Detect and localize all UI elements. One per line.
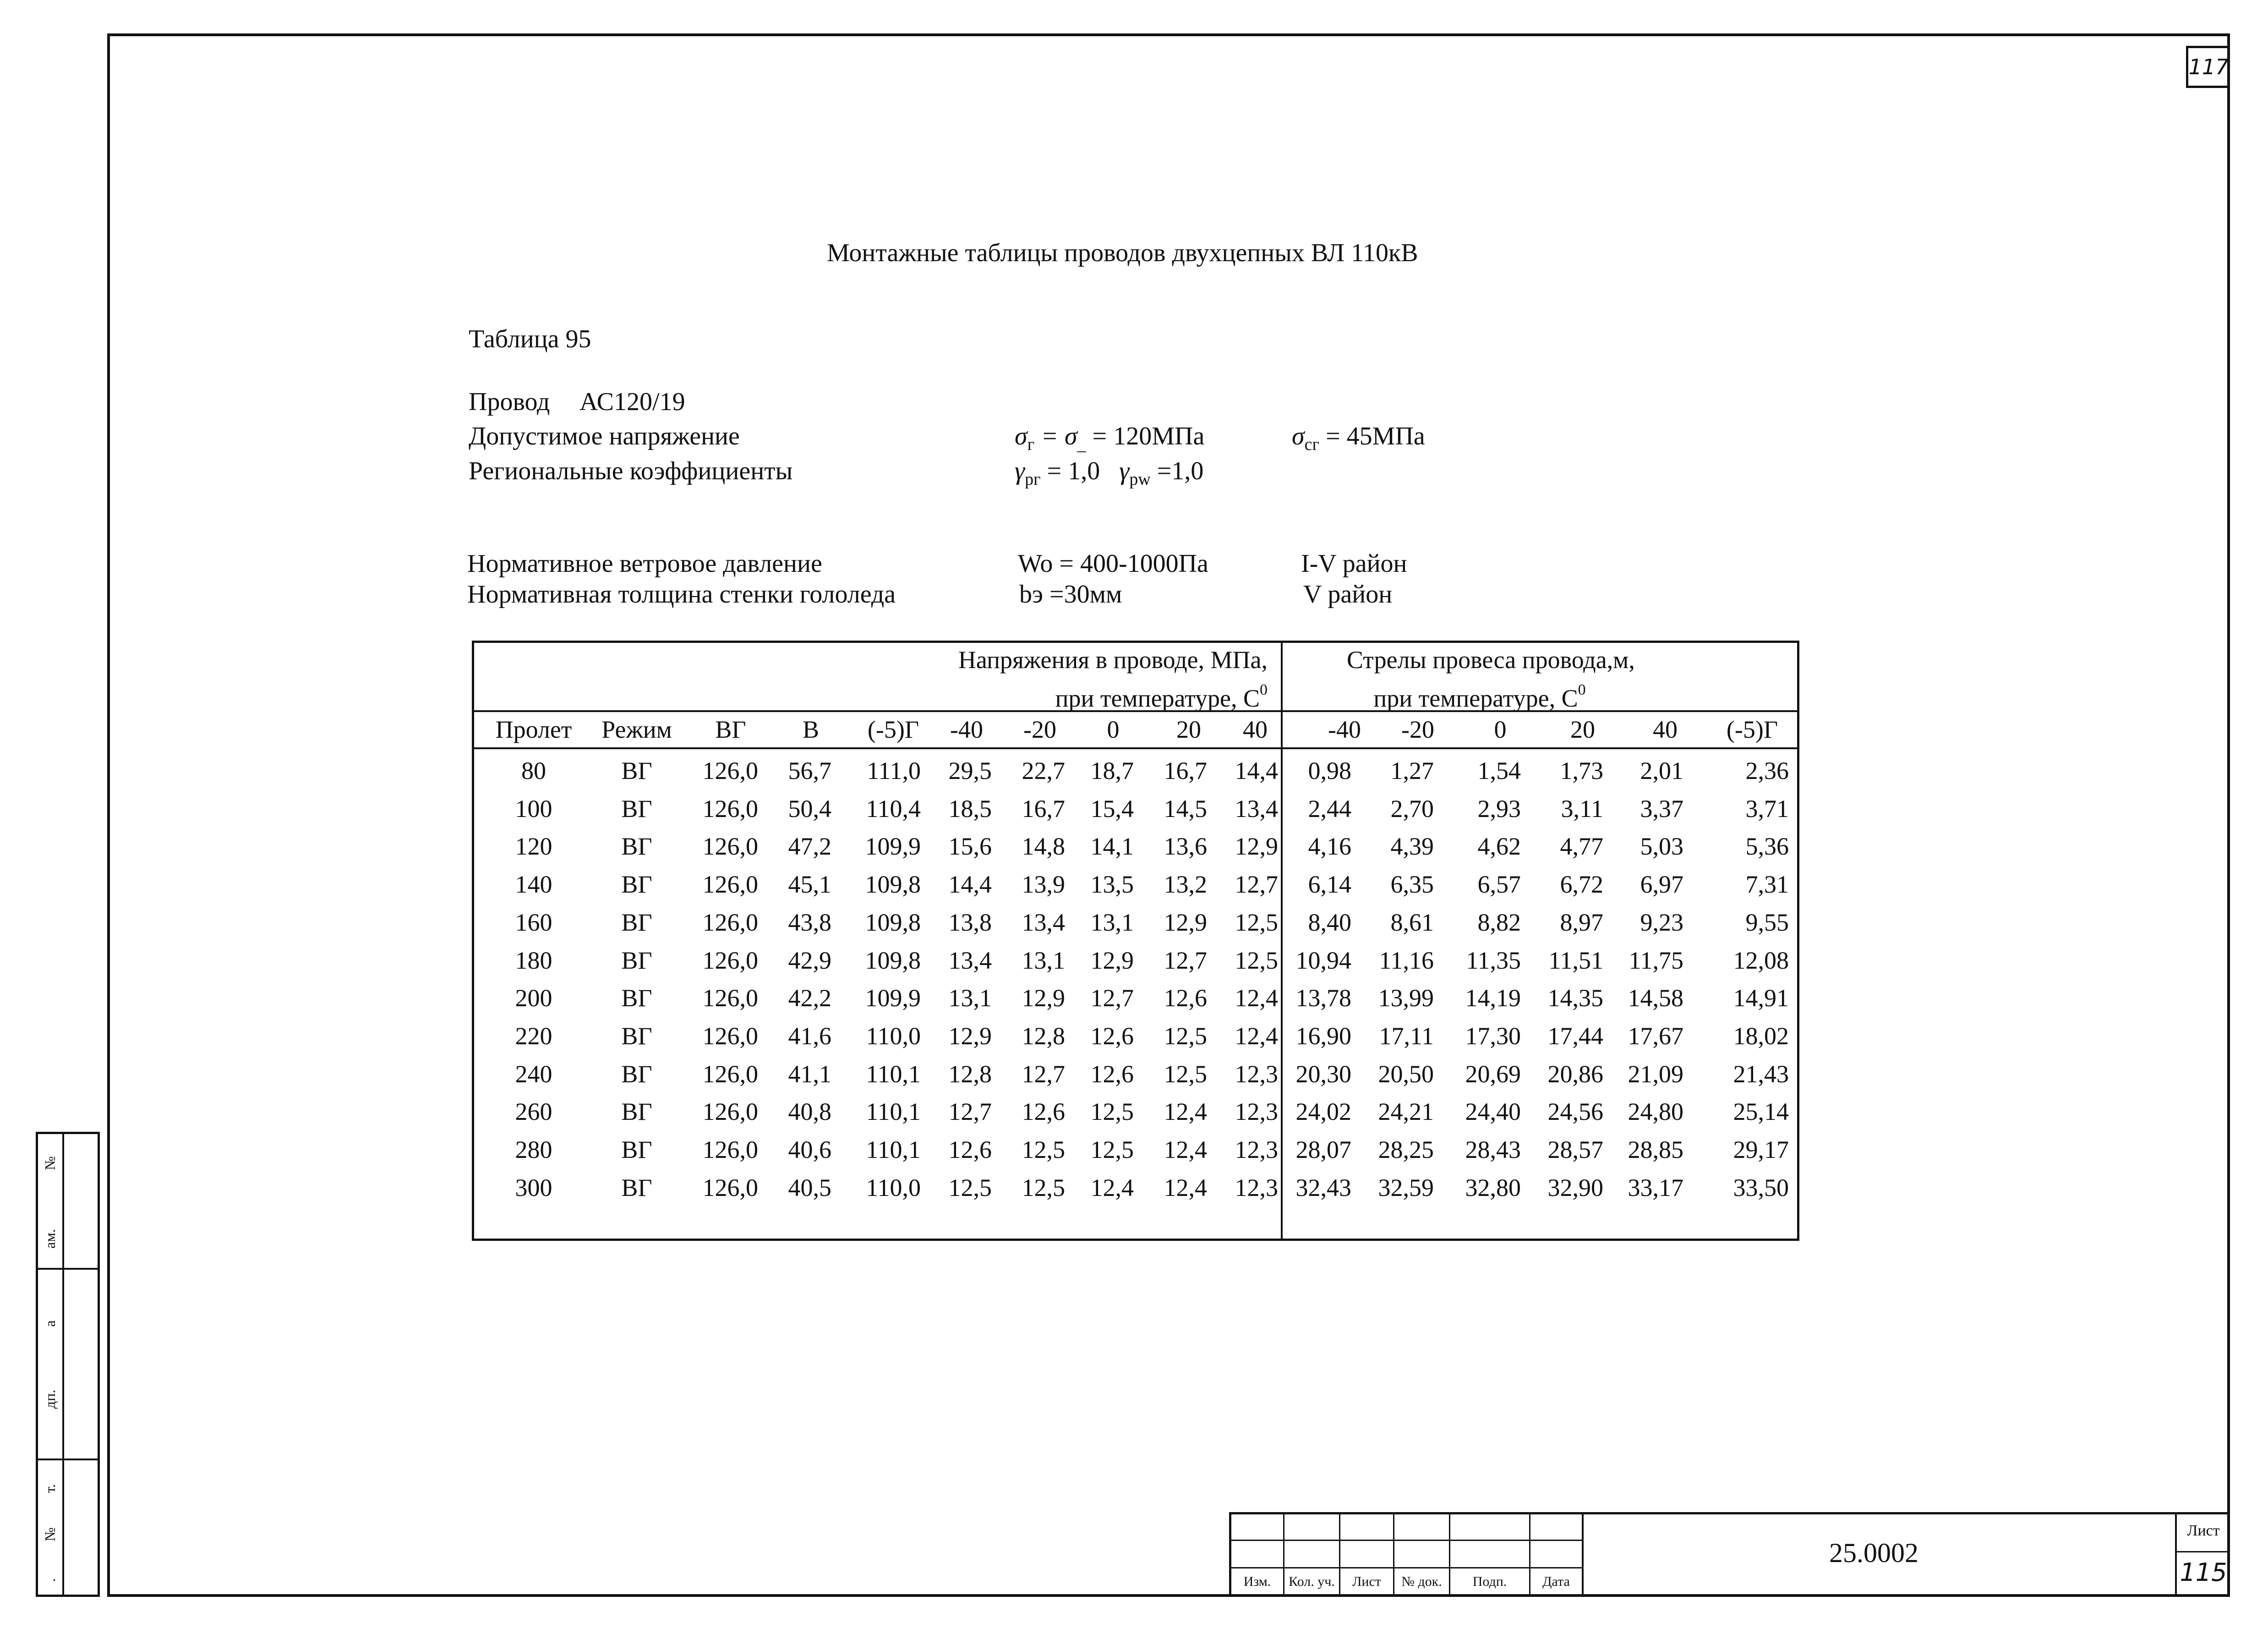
column-header: 0 (1494, 716, 1507, 743)
sigma-eq: = σ (1034, 422, 1077, 450)
sag-group-line2-text: при температуре, С (1373, 685, 1578, 712)
table-cell: 10,94 (1295, 946, 1351, 974)
table-cell: 12,5 (1022, 1136, 1065, 1163)
table-cell: 12,5 (1235, 946, 1278, 974)
table-cell: 111,0 (867, 757, 921, 784)
table-cell: 6,14 (1308, 871, 1351, 899)
wind-region: I-V район (1301, 549, 1407, 578)
table-cell: 14,5 (1164, 795, 1207, 822)
table-cell: 12,08 (1733, 946, 1789, 974)
table-cell: 28,07 (1295, 1136, 1351, 1163)
table-cell: 4,16 (1308, 833, 1351, 861)
sigma-cr-symbol: σ (1292, 422, 1305, 450)
table-cell: 6,57 (1477, 871, 1521, 899)
stress-cr-value: = 45МПа (1319, 422, 1425, 450)
column-header: 20 (1176, 716, 1201, 743)
table-cell: 4,77 (1560, 833, 1603, 861)
table-cell: 200 (515, 984, 552, 1012)
table-cell: 14,91 (1733, 984, 1789, 1012)
strip-label-1: № (42, 1156, 58, 1170)
table-cell: 5,36 (1745, 833, 1789, 861)
table-cell: 24,40 (1465, 1098, 1521, 1126)
tb-top-rule (1229, 1512, 2230, 1514)
table-cell: 13,5 (1090, 871, 1134, 899)
table-cell: 12,6 (948, 1136, 992, 1163)
table-cell: 280 (515, 1136, 552, 1163)
table-cell: ВГ (621, 984, 652, 1012)
table-cell: 109,9 (865, 984, 921, 1012)
table-cell: ВГ (621, 795, 652, 822)
column-header: -40 (1328, 716, 1361, 743)
gamma1-value: = 1,0 (1040, 457, 1100, 485)
table-cell: 220 (515, 1022, 552, 1050)
table-cell: 17,67 (1628, 1022, 1683, 1050)
table-cell: 40,5 (788, 1173, 831, 1201)
table-cell: 12,5 (1090, 1098, 1134, 1126)
table-cell: ВГ (621, 1060, 652, 1088)
table-cell: 14,1 (1090, 833, 1134, 861)
table-cell: 50,4 (788, 795, 831, 822)
table-cell: 42,9 (788, 946, 831, 974)
table-cell: ВГ (621, 908, 652, 936)
table-cell: 14,8 (1022, 833, 1065, 861)
table-cell: 32,80 (1465, 1173, 1521, 1201)
table-cell: 3,37 (1640, 795, 1683, 822)
table-cell: 20,50 (1378, 1060, 1434, 1088)
table-cell: 28,85 (1628, 1136, 1683, 1163)
table-cell: 300 (515, 1173, 552, 1201)
table-cell: 12,3 (1235, 1098, 1278, 1126)
table-cell: ВГ (621, 1136, 652, 1163)
column-header: В (802, 716, 820, 743)
table-cell: 12,8 (1022, 1022, 1065, 1050)
strip-label-2: ам. (42, 1229, 58, 1249)
table-cell: 240 (515, 1060, 552, 1088)
tb-podp: Подп. (1472, 1574, 1507, 1589)
column-header: Пролет (495, 716, 572, 743)
tb-kol-uch: Кол. уч. (1289, 1574, 1335, 1589)
stress-label: Допустимое напряжение (469, 422, 740, 450)
strip-label-4: дп. (42, 1389, 58, 1409)
wind-value: Wo = 400-1000Па (1018, 549, 1208, 578)
table-label: Таблица 95 (469, 325, 591, 353)
table-cell: 3,11 (1561, 795, 1603, 822)
stress-group-line2 (958, 675, 1268, 713)
table-cell: 16,7 (1022, 795, 1065, 822)
wire-label: Провод (469, 388, 550, 416)
table-cell: 12,4 (1235, 984, 1278, 1012)
binding-strip (36, 1132, 100, 1597)
table-cell: 13,4 (1022, 908, 1065, 936)
table-cell: 8,82 (1477, 908, 1521, 936)
ice-region: V район (1303, 580, 1393, 609)
table-cell: 12,5 (1090, 1136, 1134, 1163)
table-cell: 110,0 (866, 1022, 921, 1050)
stress-group-degree: 0 (1260, 681, 1268, 698)
table-cell: 9,55 (1745, 908, 1789, 936)
table-cell: 6,97 (1640, 871, 1683, 899)
table-cell: 12,5 (1022, 1173, 1065, 1201)
sigma-eq-sub: _ (1077, 435, 1086, 454)
regional-formula (1015, 456, 1203, 489)
table-cell: 9,23 (1640, 908, 1683, 936)
table-cell: 13,1 (1022, 946, 1065, 974)
table-cell: 21,43 (1733, 1060, 1789, 1088)
table-cell: 24,02 (1295, 1098, 1351, 1126)
table-cell: 110,0 (866, 1173, 921, 1201)
table-cell: ВГ (621, 946, 652, 974)
table-cell: 126,0 (702, 908, 758, 936)
table-cell: 47,2 (788, 833, 831, 861)
table-cell: 20,69 (1465, 1060, 1521, 1088)
wire-value: АС120/19 (579, 388, 685, 416)
table-cell: 1,27 (1390, 757, 1434, 784)
title-block (1229, 1512, 2230, 1597)
mounting-table (472, 641, 1799, 1241)
gamma2-symbol: γ (1119, 457, 1130, 485)
sag-group-line2 (1347, 675, 1612, 713)
tb-sheet-hrule (2175, 1551, 2230, 1552)
table-cell: 109,8 (865, 946, 921, 974)
table-cell: 12,4 (1235, 1022, 1278, 1050)
strip-label-5: т. (42, 1484, 58, 1493)
table-cell: 3,71 (1745, 795, 1789, 822)
table-cell: 126,0 (702, 1136, 758, 1163)
table-cell: 12,3 (1235, 1060, 1278, 1088)
table-cell: ВГ (621, 757, 652, 784)
column-header: 20 (1570, 716, 1595, 743)
gamma2-value: =1,0 (1150, 457, 1204, 485)
table-cell: 5,03 (1640, 833, 1683, 861)
sigma-g-sub: г (1027, 435, 1035, 454)
table-cell: 28,25 (1378, 1136, 1434, 1163)
table-cell: 12,5 (948, 1173, 992, 1201)
table-cell: 24,80 (1628, 1098, 1683, 1126)
regional-label: Региональные коэффициенты (469, 457, 793, 485)
table-cell: 16,7 (1164, 757, 1207, 784)
table-cell: 11,35 (1466, 946, 1521, 974)
table-cell: 12,5 (1164, 1060, 1207, 1088)
table-cell: 110,1 (866, 1136, 921, 1163)
table-cell: 41,6 (788, 1022, 831, 1050)
table-cell: 12,9 (1090, 946, 1134, 974)
table-cell: 12,4 (1164, 1173, 1207, 1201)
column-header: 40 (1243, 716, 1268, 743)
table-cell: 14,58 (1628, 984, 1683, 1012)
table-cell: 12,5 (1235, 908, 1278, 936)
strip-label-7: . (42, 1578, 58, 1582)
table-cell: 180 (515, 946, 552, 974)
table-cell: 126,0 (702, 871, 758, 899)
table-cell: 109,8 (865, 871, 921, 899)
table-cell: 12,9 (948, 1022, 992, 1050)
strip-label-3: а (42, 1320, 58, 1327)
table-cell: 110,4 (866, 795, 921, 822)
table-cell: 43,8 (788, 908, 831, 936)
table-cell: 7,31 (1745, 871, 1789, 899)
strip-rule-2 (38, 1459, 98, 1460)
table-cell: 140 (515, 871, 552, 899)
table-cell: 17,44 (1547, 1022, 1603, 1050)
table-cell: 12,5 (1164, 1022, 1207, 1050)
table-cell: 13,78 (1295, 984, 1351, 1012)
table-cell: 28,43 (1465, 1136, 1521, 1163)
table-cell: 32,59 (1378, 1173, 1434, 1201)
table-cell: 12,7 (1090, 984, 1134, 1012)
table-cell: 126,0 (702, 795, 758, 822)
table-cell: 17,11 (1379, 1022, 1434, 1050)
table-cell: 15,6 (948, 833, 992, 861)
table-cell: 109,8 (865, 908, 921, 936)
table-cell: 2,93 (1477, 795, 1521, 822)
stress-formula-main (1015, 422, 1204, 455)
table-cell: 18,02 (1733, 1022, 1789, 1050)
sheet-label: Лист (2187, 1522, 2220, 1539)
table-cell: 41,1 (788, 1060, 831, 1088)
table-cell: 6,35 (1390, 871, 1434, 899)
table-cell: 17,30 (1465, 1022, 1521, 1050)
table-cell: 126,0 (702, 757, 758, 784)
table-cell: 12,9 (1022, 984, 1065, 1012)
table-cell: ВГ (621, 833, 652, 861)
table-cell: 120 (515, 833, 552, 861)
stress-formula-cr (1292, 422, 1425, 455)
table-cell: 12,9 (1235, 833, 1278, 861)
table-cell: 2,44 (1308, 795, 1351, 822)
table-cell: 8,40 (1308, 908, 1351, 936)
table-cell: 126,0 (702, 1060, 758, 1088)
table-cell: 25,14 (1733, 1098, 1789, 1126)
column-header: 0 (1107, 716, 1120, 743)
table-cell: ВГ (621, 871, 652, 899)
strip-label-6: № (42, 1527, 58, 1541)
table-cell: 8,97 (1560, 908, 1603, 936)
sheet-number: 115 (2180, 1558, 2227, 1587)
ice-label: Нормативная толщина стенки гололеда (467, 580, 896, 609)
table-cell: 11,16 (1379, 946, 1434, 974)
table-cell: 20,30 (1295, 1060, 1351, 1088)
table-cell: 12,6 (1090, 1060, 1134, 1088)
table-cell: 14,4 (1235, 757, 1278, 784)
table-cell: 13,99 (1378, 984, 1434, 1012)
wind-label: Нормативное ветровое давление (467, 549, 822, 578)
table-cell: 29,17 (1733, 1136, 1789, 1163)
table-cell: 18,7 (1090, 757, 1134, 784)
table-cell: 100 (515, 795, 552, 822)
table-cell: 13,1 (1090, 908, 1134, 936)
table-cell: ВГ (621, 1173, 652, 1201)
table-cell: 11,51 (1548, 946, 1603, 974)
stress-group-header (958, 645, 1268, 713)
column-header: (-5)Г (867, 716, 919, 743)
table-cell: 8,61 (1390, 908, 1434, 936)
table-cell: 1,54 (1477, 757, 1521, 784)
corner-page-number: 117 (2186, 46, 2229, 88)
table-cell: 29,5 (948, 757, 992, 784)
column-header: -20 (1023, 716, 1056, 743)
table-cell: 160 (515, 908, 552, 936)
table-cell: 16,90 (1295, 1022, 1351, 1050)
table-cell: 13,4 (948, 946, 992, 974)
gamma1-sub: pг (1025, 470, 1041, 489)
tb-izm: Изм. (1243, 1574, 1271, 1589)
table-cell: 109,9 (865, 833, 921, 861)
table-cell: 45,1 (788, 871, 831, 899)
table-cell: 4,39 (1390, 833, 1434, 861)
table-cell: 13,1 (948, 984, 992, 1012)
table-header-rule-2 (474, 747, 1797, 749)
table-cell: ВГ (621, 1022, 652, 1050)
table-cell: 42,2 (788, 984, 831, 1012)
table-cell: 28,57 (1547, 1136, 1603, 1163)
table-cell: 126,0 (702, 984, 758, 1012)
sag-group-line1: Стрелы провеса провода,м, (1347, 646, 1635, 674)
table-cell: 12,3 (1235, 1136, 1278, 1163)
table-cell: 20,86 (1547, 1060, 1603, 1088)
table-cell: 33,17 (1628, 1173, 1683, 1201)
strip-rule-1 (38, 1268, 98, 1270)
table-cell: 12,6 (1022, 1098, 1065, 1126)
gamma1-symbol: γ (1015, 457, 1025, 485)
sigma-cr-sub: cг (1304, 435, 1320, 454)
strip-vline (62, 1134, 64, 1595)
table-cell: 0,98 (1308, 757, 1351, 784)
sigma-g-symbol: σ (1015, 422, 1027, 450)
table-cell: 12,6 (1090, 1022, 1134, 1050)
table-cell: 126,0 (702, 1022, 758, 1050)
table-cell: 33,50 (1733, 1173, 1789, 1201)
table-cell: 13,8 (948, 908, 992, 936)
table-cell: 12,3 (1235, 1173, 1278, 1201)
table-cell: 6,72 (1560, 871, 1603, 899)
table-cell: 80 (521, 757, 546, 784)
table-cell: 110,1 (866, 1060, 921, 1088)
table-cell: 32,43 (1295, 1173, 1351, 1201)
column-header: (-5)Г (1726, 716, 1778, 743)
table-cell: 110,1 (866, 1098, 921, 1126)
table-cell: 13,6 (1164, 833, 1207, 861)
table-cell: 13,2 (1164, 871, 1207, 899)
table-cell: ВГ (621, 1098, 652, 1126)
column-header: ВГ (715, 716, 746, 743)
table-cell: 22,7 (1022, 757, 1065, 784)
table-cell: 24,56 (1547, 1098, 1603, 1126)
table-cell: 260 (515, 1098, 552, 1126)
table-cell: 24,21 (1378, 1098, 1434, 1126)
table-cell: 12,7 (1022, 1060, 1065, 1088)
table-cell: 2,36 (1745, 757, 1789, 784)
table-cell: 18,5 (948, 795, 992, 822)
table-cell: 2,01 (1640, 757, 1683, 784)
sag-group-degree: 0 (1578, 681, 1586, 698)
table-cell: 126,0 (702, 1098, 758, 1126)
gamma2-sub: pw (1129, 470, 1151, 489)
table-cell: 14,4 (948, 871, 992, 899)
table-cell: 12,7 (1235, 871, 1278, 899)
table-cell: 14,35 (1547, 984, 1603, 1012)
table-cell: 1,73 (1560, 757, 1603, 784)
table-cell: 126,0 (702, 833, 758, 861)
stress-group-line1: Напряжения в проводе, МПа, (958, 646, 1268, 674)
table-cell: 13,9 (1022, 871, 1065, 899)
table-cell: 12,4 (1164, 1136, 1207, 1163)
table-cell: 4,62 (1477, 833, 1521, 861)
table-cell: 56,7 (788, 757, 831, 784)
tb-col-rule-6 (1582, 1512, 1584, 1597)
tb-no-dok: № док. (1401, 1574, 1442, 1589)
stress-group-line2-text: при температуре, С (1055, 685, 1260, 712)
table-cell: 14,19 (1465, 984, 1521, 1012)
stress-value: = 120МПа (1086, 422, 1205, 450)
table-cell: 12,4 (1164, 1098, 1207, 1126)
page-title: Монтажные таблицы проводов двухцепных ВЛ 110кВ (827, 239, 1418, 267)
column-header: 40 (1653, 716, 1678, 743)
tb-list: Лист (1352, 1574, 1381, 1589)
table-cell: 32,90 (1547, 1173, 1603, 1201)
table-cell: 40,8 (788, 1098, 831, 1126)
table-cell: 12,7 (948, 1098, 992, 1126)
table-cell: 2,70 (1390, 795, 1434, 822)
column-header: -40 (950, 716, 983, 743)
table-cell: 15,4 (1090, 795, 1134, 822)
table-cell: 21,09 (1628, 1060, 1683, 1088)
table-cell: 126,0 (702, 1173, 758, 1201)
column-header: -20 (1401, 716, 1434, 743)
table-cell: 12,6 (1164, 984, 1207, 1012)
table-cell: 12,4 (1090, 1173, 1134, 1201)
table-cell: 12,7 (1164, 946, 1207, 974)
ice-value: bэ =30мм (1019, 580, 1122, 609)
table-cell: 12,8 (948, 1060, 992, 1088)
table-cell: 40,6 (788, 1136, 831, 1163)
table-cell: 13,4 (1235, 795, 1278, 822)
sag-group-header (1347, 645, 1635, 713)
document-code: 25.0002 (1829, 1538, 1918, 1568)
table-cell: 12,9 (1164, 908, 1207, 936)
column-header: Режим (601, 716, 672, 743)
table-cell: 126,0 (702, 946, 758, 974)
tb-data: Дата (1542, 1574, 1570, 1589)
table-cell: 11,75 (1629, 946, 1683, 974)
